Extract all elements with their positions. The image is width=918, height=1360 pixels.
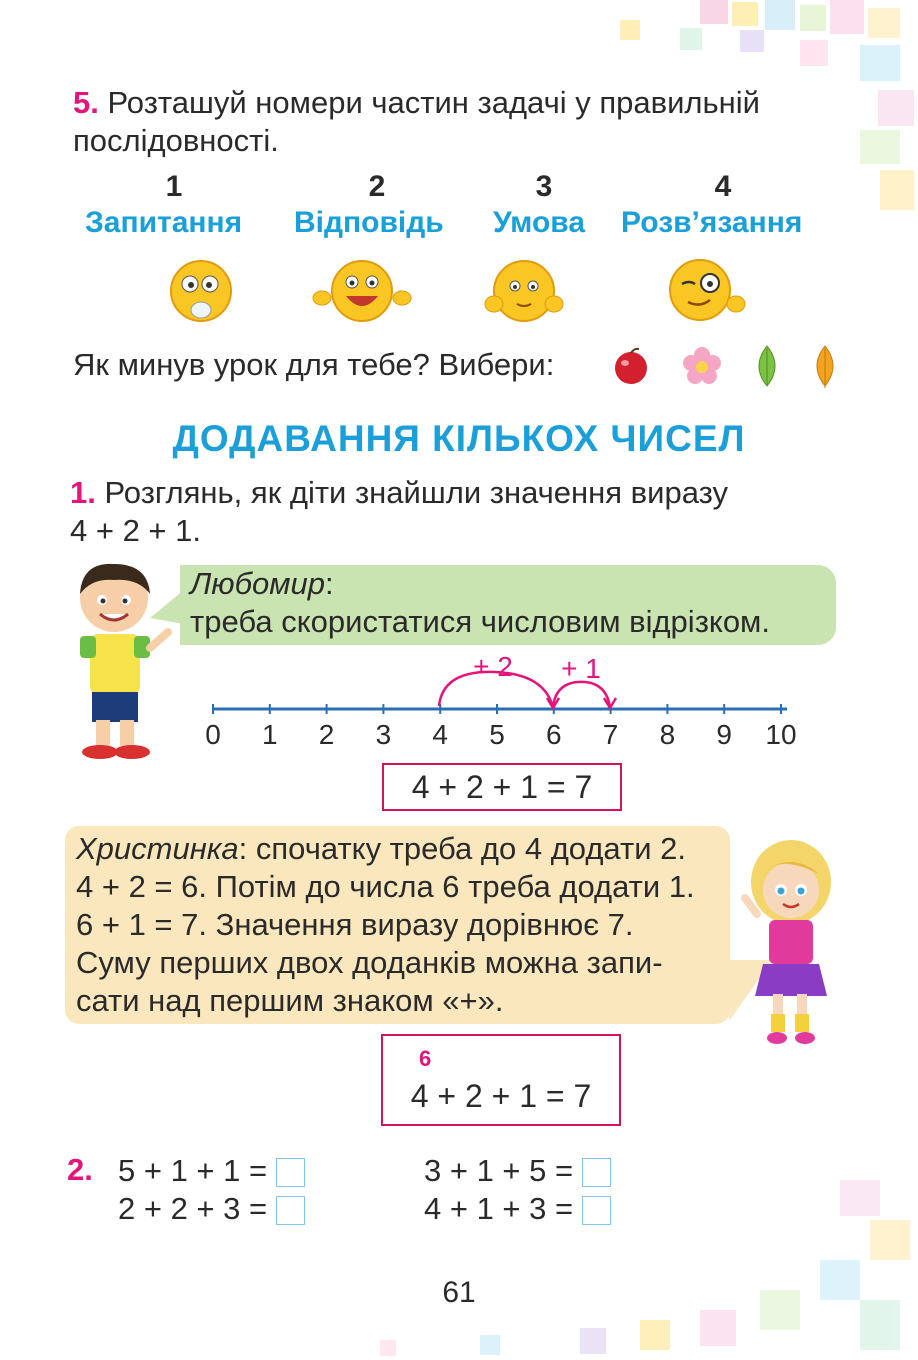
equation-box-1: 4 + 2 + 1 = 7 bbox=[382, 763, 622, 811]
exercise-4 bbox=[424, 1190, 611, 1228]
orange-leaf-icon[interactable] bbox=[808, 344, 842, 390]
tick-label-10: 10 bbox=[765, 719, 797, 750]
task1-text-line2: 4 + 2 + 1. bbox=[70, 513, 201, 548]
khrystynka-line3: 6 + 1 = 7. Значення виразу дорівнює 7. bbox=[76, 907, 634, 942]
column-label-answer: Відповідь bbox=[294, 206, 444, 239]
task5-instruction bbox=[73, 84, 853, 160]
apple-icon[interactable] bbox=[612, 346, 650, 386]
answer-box-1[interactable] bbox=[276, 1158, 305, 1187]
tick-label-2: 2 bbox=[318, 719, 335, 750]
tick-label-0: 0 bbox=[205, 719, 221, 750]
task5-number: 5. bbox=[73, 85, 99, 120]
jump-label-plus2: + 2 bbox=[473, 652, 513, 682]
lyubomyr-speech bbox=[190, 565, 770, 641]
task5-text-line1: Розташуй номери частин задачі у правильній bbox=[107, 85, 760, 120]
lyubomyr-text: треба скористатися числовим відрізком. bbox=[190, 604, 770, 639]
lyubomyr-colon: : bbox=[324, 566, 334, 601]
answer-box-2[interactable] bbox=[276, 1196, 305, 1225]
thinking-smiley-icon bbox=[168, 258, 234, 324]
task1-instruction bbox=[70, 474, 834, 550]
task1-text-line1: Розглянь, як діти знайшли значення виразу bbox=[104, 475, 728, 510]
answer-box-3[interactable] bbox=[582, 1158, 611, 1187]
task2-number: 2. bbox=[67, 1152, 93, 1187]
khrystynka-name: Христинка bbox=[76, 831, 239, 866]
section-title: ДОДАВАННЯ КІЛЬКОХ ЧИСЕЛ bbox=[172, 418, 746, 459]
khrystynka-line2: 4 + 2 = 6. Потім до числа 6 треба додати 1. bbox=[76, 869, 695, 904]
tick-label-9: 9 bbox=[716, 719, 732, 750]
tick-label-3: 3 bbox=[375, 719, 392, 750]
tick-label-6: 6 bbox=[546, 719, 562, 750]
tick-label-8: 8 bbox=[659, 719, 676, 750]
reflection-question: Як минув урок для тебе? Вибери: bbox=[73, 347, 555, 382]
column-label-solution: Розв’язання bbox=[621, 206, 803, 239]
column-number-4: 4 bbox=[714, 170, 732, 203]
lyubomyr-name: Любомир bbox=[190, 566, 325, 601]
exercise-3-expression: 3 + 1 + 5 = bbox=[424, 1153, 574, 1188]
winking-smiley-icon bbox=[662, 256, 748, 324]
tick-label-1: 1 bbox=[262, 719, 278, 750]
boy-illustration bbox=[60, 558, 176, 764]
khrystynka-speech bbox=[76, 830, 722, 1020]
exercise-2-expression: 2 + 2 + 3 = bbox=[118, 1191, 268, 1226]
equation-box-2 bbox=[381, 1034, 621, 1126]
answer-box-4[interactable] bbox=[582, 1196, 611, 1225]
tick-label-5: 5 bbox=[489, 719, 505, 750]
khrystynka-line5: сати над першим знаком «+». bbox=[76, 983, 504, 1018]
khrystynka-line1: : спочатку треба до 4 додати 2. bbox=[238, 831, 686, 866]
column-number-3: 3 bbox=[535, 170, 553, 203]
exercise-3 bbox=[424, 1152, 611, 1190]
happy-smiley-icon bbox=[312, 258, 412, 324]
pondering-smiley-icon bbox=[484, 258, 564, 324]
equation-2: 4 + 2 + 1 = 7 bbox=[410, 1078, 592, 1114]
column-number-2: 2 bbox=[368, 170, 386, 203]
exercise-2 bbox=[118, 1190, 305, 1228]
girl-illustration bbox=[735, 838, 845, 1050]
jump-arrow-plus1 bbox=[553, 682, 610, 708]
tick-label-7: 7 bbox=[602, 719, 619, 750]
speech-tail-green bbox=[150, 590, 184, 630]
task5-text-line2: послідовності. bbox=[73, 123, 279, 158]
exercise-4-expression: 4 + 1 + 3 = bbox=[424, 1191, 574, 1226]
exercise-1 bbox=[118, 1152, 305, 1190]
page-number: 61 bbox=[442, 1276, 476, 1309]
task1-number: 1. bbox=[70, 475, 96, 510]
exercise-1-expression: 5 + 1 + 1 = bbox=[118, 1153, 268, 1188]
column-number-1: 1 bbox=[165, 170, 183, 203]
green-leaf-icon[interactable] bbox=[750, 344, 784, 388]
flower-icon[interactable] bbox=[682, 346, 722, 386]
column-label-condition: Умова bbox=[493, 206, 586, 239]
column-label-question: Запитання bbox=[85, 206, 243, 239]
number-line bbox=[195, 652, 805, 756]
partial-sum-label: 6 bbox=[419, 1046, 432, 1071]
tick-label-4: 4 bbox=[432, 719, 448, 750]
khrystynka-line4: Суму перших двох доданків можна запи- bbox=[76, 945, 663, 980]
jump-label-plus1: + 1 bbox=[561, 653, 601, 684]
